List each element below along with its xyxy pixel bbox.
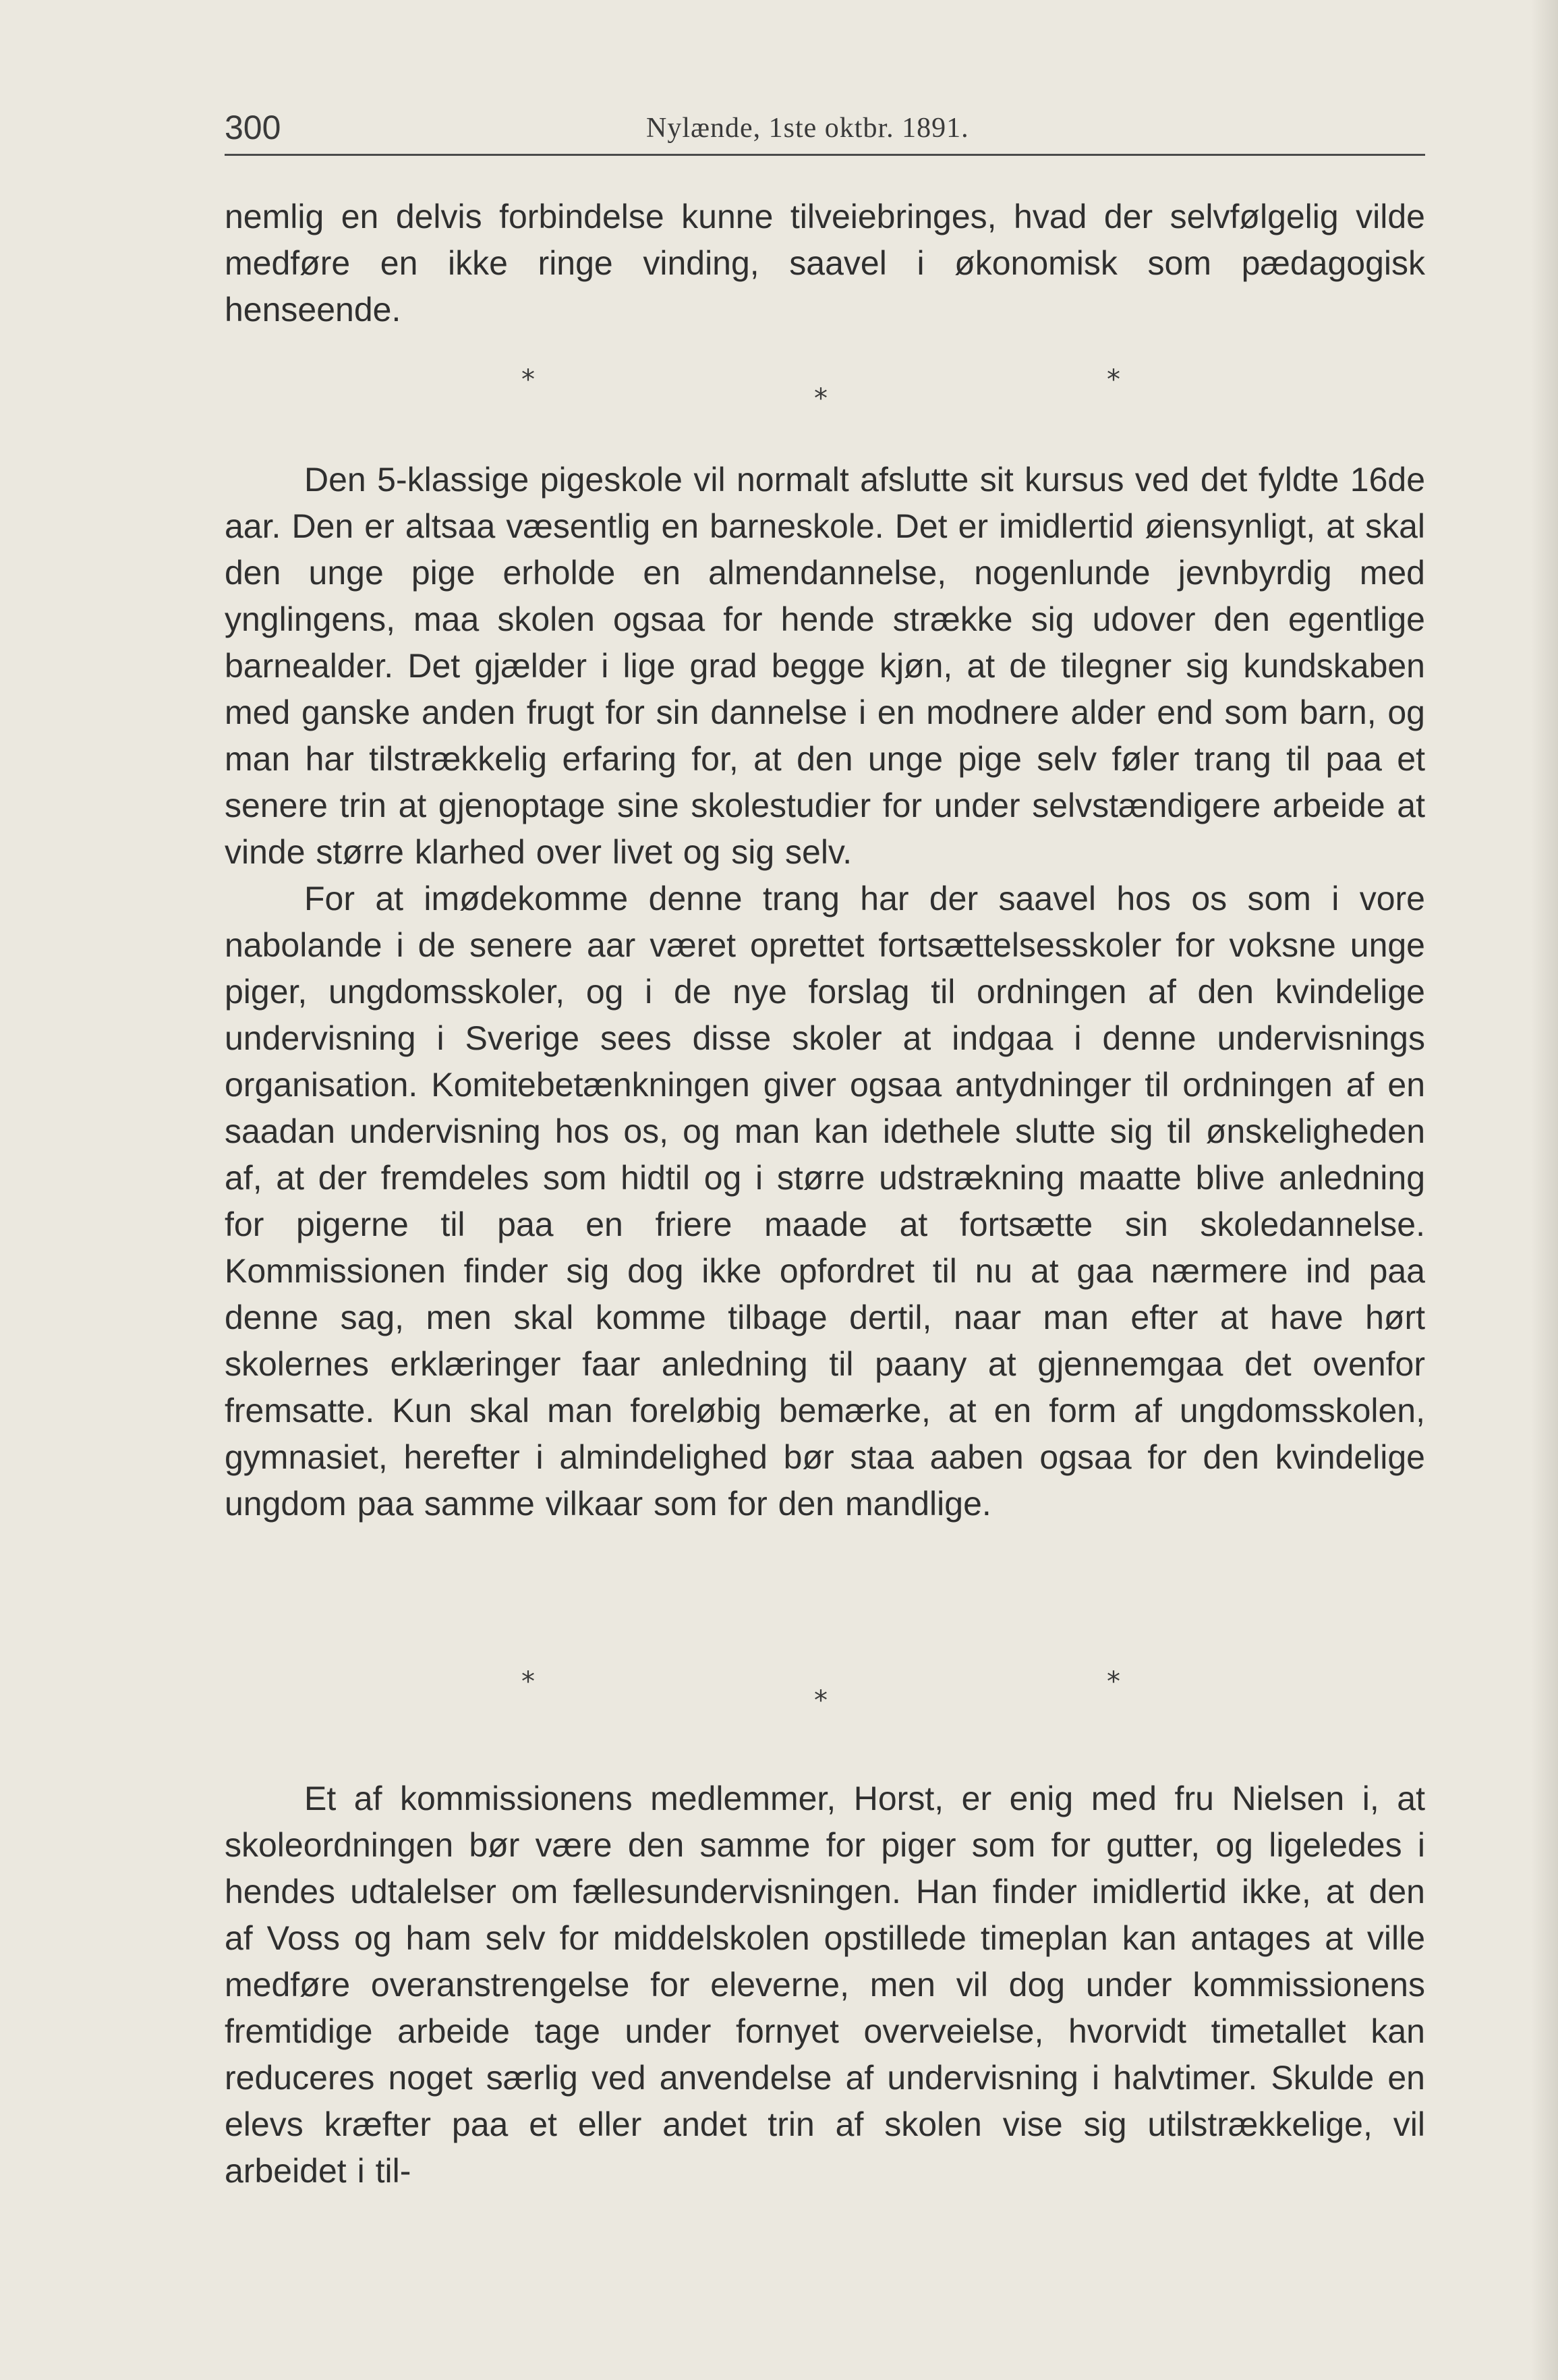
section-separator xyxy=(225,364,1425,418)
section-separator xyxy=(225,1666,1425,1720)
paragraph-horst: Et af kommissionens medlemmer, Horst, er enig med fru Nielsen i, at skoleordningen bør være den samme for piger som for gutter, og ligeledes i hendes udtalelser om fællesundervisningen. Han finder imidlertid ikke, at den af Voss og ham selv for middelskolen opstillede timeplan kan antages at ville medføre overanstrengelse for eleverne, men vil dog under kommissionens fremtidige arbeide tage under fornyet overveielse, hvorvidt timetallet kan reduceres noget særlig ved anvendelse af undervisning i halvtimer. Skulde en elevs kræfter paa et eller andet trin af skolen vise sig utilstrækkelige, vil arbeidet i til- xyxy=(225,1780,1425,2190)
paragraph-continuation: nemlig en delvis forbindelse kunne tilveiebringes, hvad der selvfølgelig vilde medføre en ikke ringe vinding, saavel i økonomisk som pædagogisk henseende. xyxy=(225,198,1425,329)
text-block-horst xyxy=(225,1776,1425,2194)
page-header xyxy=(225,108,1425,155)
paragraph-pigeskole: Den 5-klassige pigeskole vil normalt afslutte sit kursus ved det fyldte 16de aar. Den er altsaa væsentlig en barneskole. Det er imidlertid øiensynligt, at skal den unge pige erholde en almendannelse, nogenlunde jevnbyrdig med ynglingens, maa skolen ogsaa for hende strække sig udover den egentlige barnealder. Det gjælder i lige grad begge kjøn, at de tilegner sig kundskaben med ganske anden frugt for sin dannelse i en modnere alder end som barn, og man har tilstrækkelig erfaring for, at den unge pige selv føler trang til paa et senere trin at gjenoptage sine skolestudier for under selvstændigere arbeide at vinde større klarhed over livet og sig selv. xyxy=(225,461,1425,871)
asterisk-ornament: * xyxy=(521,1666,535,1697)
asterisk-ornament: * xyxy=(521,364,535,395)
asterisk-ornament: * xyxy=(1107,1666,1120,1697)
asterisk-ornament: * xyxy=(814,1685,828,1716)
page-number: 300 xyxy=(225,109,281,146)
running-title: Nylænde, 1ste oktbr. 1891. xyxy=(646,113,969,144)
asterisk-ornament: * xyxy=(814,383,828,414)
page-edge-shadow xyxy=(1531,0,1558,2380)
text-block-pigeskole xyxy=(225,457,1425,1527)
asterisk-ornament: * xyxy=(1107,364,1120,395)
paragraph-ungdomsskole: For at imødekomme denne trang har der saavel hos os som i vore nabolande i de senere aar været oprettet fortsættelsesskoler for voksne unge piger, ungdomsskoler, og i de nye forslag til ordningen af den kvindelige undervisning i Sverige sees disse skoler at indgaa i denne undervisnings organisation. Komitebetænkningen giver ogsaa antydninger til ordningen af en saadan undervisning hos os, og man kan idethele slutte sig til ønskeligheden af, at der fremdeles som hidtil og i større udstrækning maatte blive anledning for pigerne til paa en friere maade at fortsætte sin skoledannelse. Kommissionen finder sig dog ikke opfordret til nu at gaa nærmere ind paa denne sag, men skal komme tilbage dertil, naar man efter at have hørt skolernes erklæringer faar anledning til paany at gjennemgaa det ovenfor fremsatte. Kun skal man foreløbig bemærke, at en form af ungdomsskolen, gymnasiet, herefter i almindelighed bør staa aaben ogsaa for den kvindelige ungdom paa samme vilkaar som for den mandlige. xyxy=(225,880,1425,1523)
header-rule xyxy=(225,154,1425,156)
text-block-continuation xyxy=(225,194,1425,333)
